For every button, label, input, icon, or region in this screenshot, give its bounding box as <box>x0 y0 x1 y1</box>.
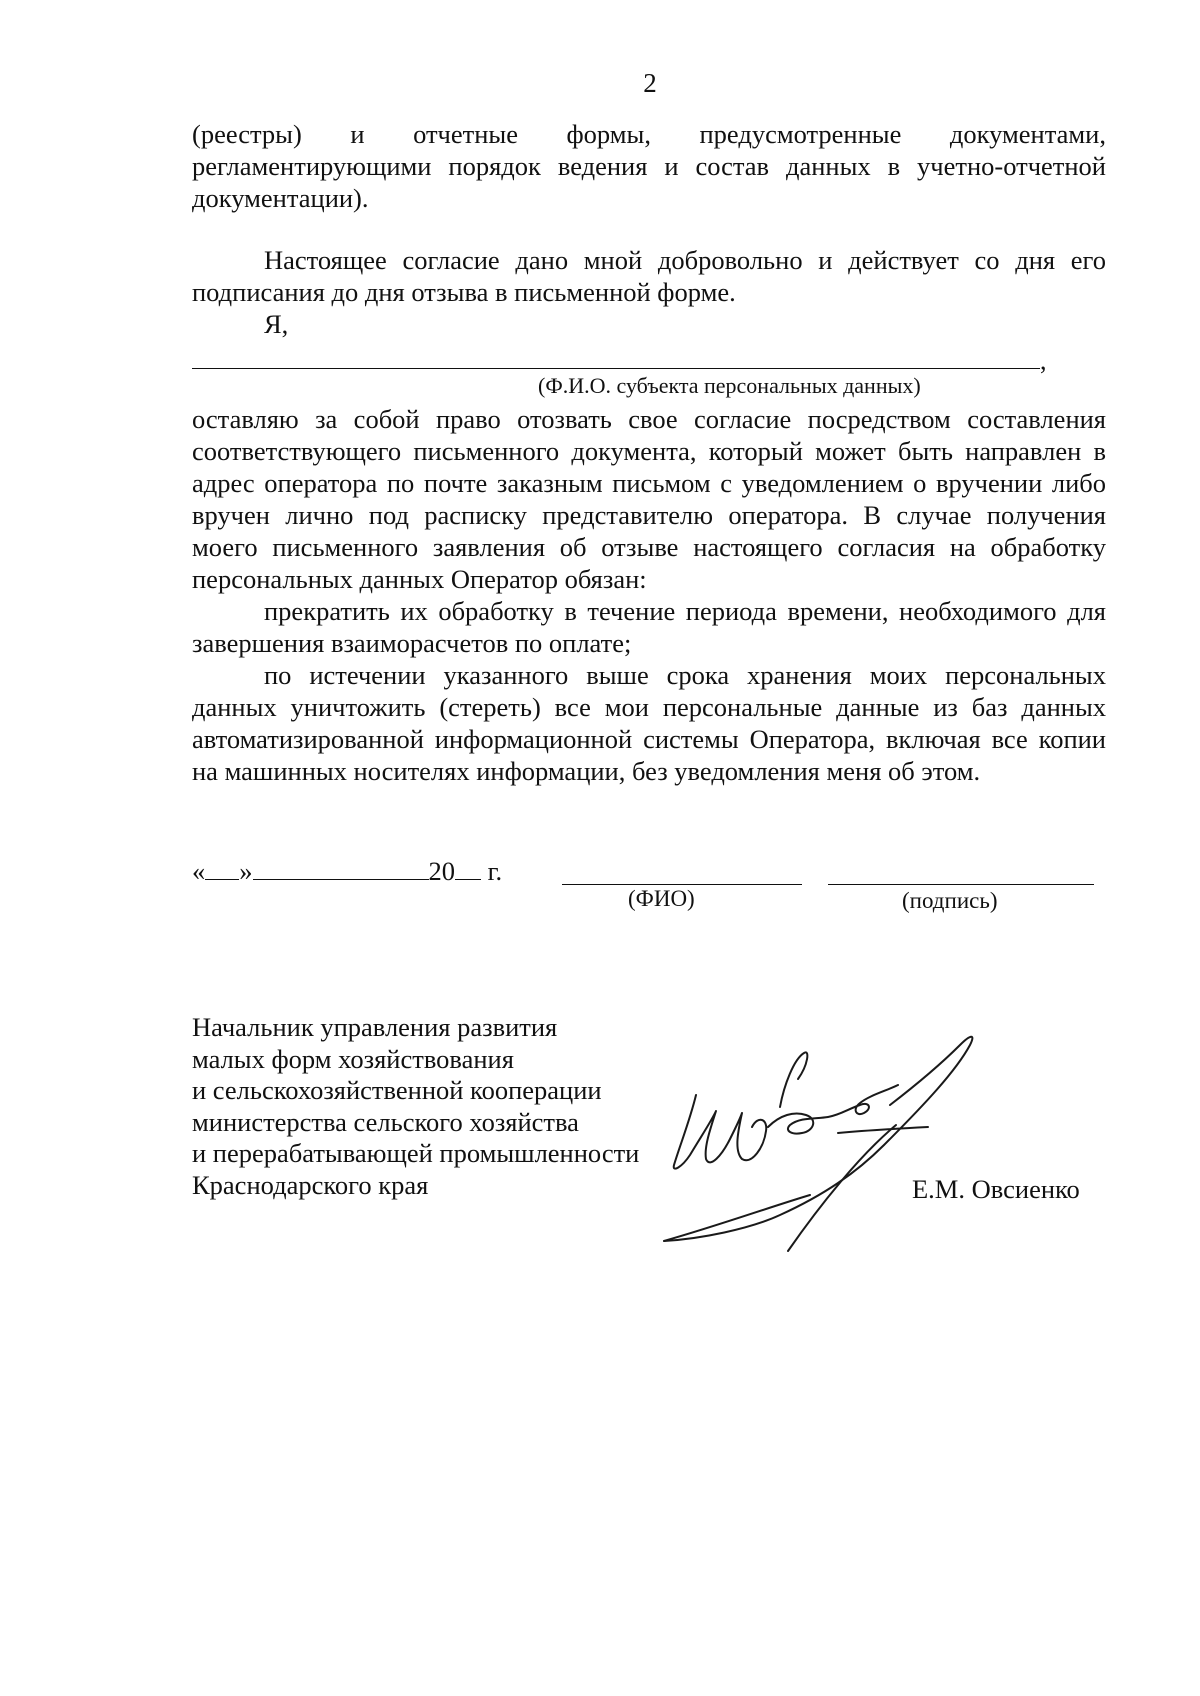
close-quote: » <box>239 856 253 886</box>
paragraph-withdrawal <box>192 403 1106 787</box>
paragraph-consent-validity <box>192 244 1106 340</box>
consent-validity-text: Настоящее согласие дано мной добровольно и действует со дня его подписания до дня отзыва в письменной форме. <box>192 245 1106 307</box>
paragraph-registers-first-line <box>192 118 1106 150</box>
fio-label: (ФИО) <box>628 886 695 911</box>
year-suffix: г. <box>487 856 503 886</box>
withdrawal-text: оставляю за собой право отозвать свое согласие посредством составления соответствующего письменного документа, который может быть направлен в адрес оператора по почте заказным письмом с уведомлением о вручении либо вручен лично под расписку представителю оператора. В случае получения моего письменного заявления об отзыве настоящего согласия на обработку персональных данных Оператор обязан: <box>192 404 1106 594</box>
paragraph-registers <box>192 118 1106 214</box>
word: отчетные <box>413 119 518 149</box>
signatory-title-line: Начальник управления развития <box>192 1012 558 1042</box>
stop-processing-text: прекратить их обработку в течение периода времени, необходимого для завершения взаиморасчетов по оплате; <box>192 596 1106 658</box>
signatory-title-line: малых форм хозяйствования <box>192 1043 514 1074</box>
word: (реестры) <box>192 119 302 149</box>
word: и <box>350 119 365 149</box>
word: предусмотренные <box>699 119 902 149</box>
signer-name: Е.М. Овсиенко <box>912 1174 1080 1204</box>
signature-line <box>828 884 1094 885</box>
word: документами, <box>949 119 1106 149</box>
word: формы, <box>566 119 651 149</box>
open-quote: « <box>192 856 206 886</box>
fio-line <box>562 884 802 885</box>
date-row <box>192 856 502 887</box>
month-blank <box>253 857 429 880</box>
subject-name-caption: (Ф.И.О. субъекта персональных данных) <box>538 373 921 398</box>
year-prefix: 20 <box>428 856 455 886</box>
signatory-title-line: Краснодарского края <box>192 1169 429 1200</box>
year-blank <box>455 857 481 880</box>
signatory-title <box>192 1012 639 1201</box>
ya-label: Я, <box>264 309 289 339</box>
blank-comma: , <box>1040 346 1047 375</box>
paragraph-registers-rest: регламентирующими порядок ведения и состав данных в учетно-отчетной документации). <box>192 151 1106 213</box>
signature-label: (подпись) <box>902 888 998 913</box>
signatory-title-line: и сельскохозяйственной кооперации <box>192 1075 602 1105</box>
page-number: 2 <box>643 68 657 98</box>
day-blank <box>205 857 239 880</box>
signatory-title-line: и перерабатывающей промышленности <box>192 1138 640 1168</box>
signatory-title-line: министерства сельского хозяйства <box>192 1106 579 1137</box>
destroy-data-text: по истечении указанного выше срока хранения моих персональных данных уничтожить (стереть) все мои персональные данные из баз данных автоматизированной информационной системы Оператора, включая все копии на машинных носителях информации, без уведомления меня об этом. <box>192 660 1106 786</box>
subject-name-blank <box>192 368 1040 369</box>
handwritten-signature <box>660 1035 1020 1255</box>
